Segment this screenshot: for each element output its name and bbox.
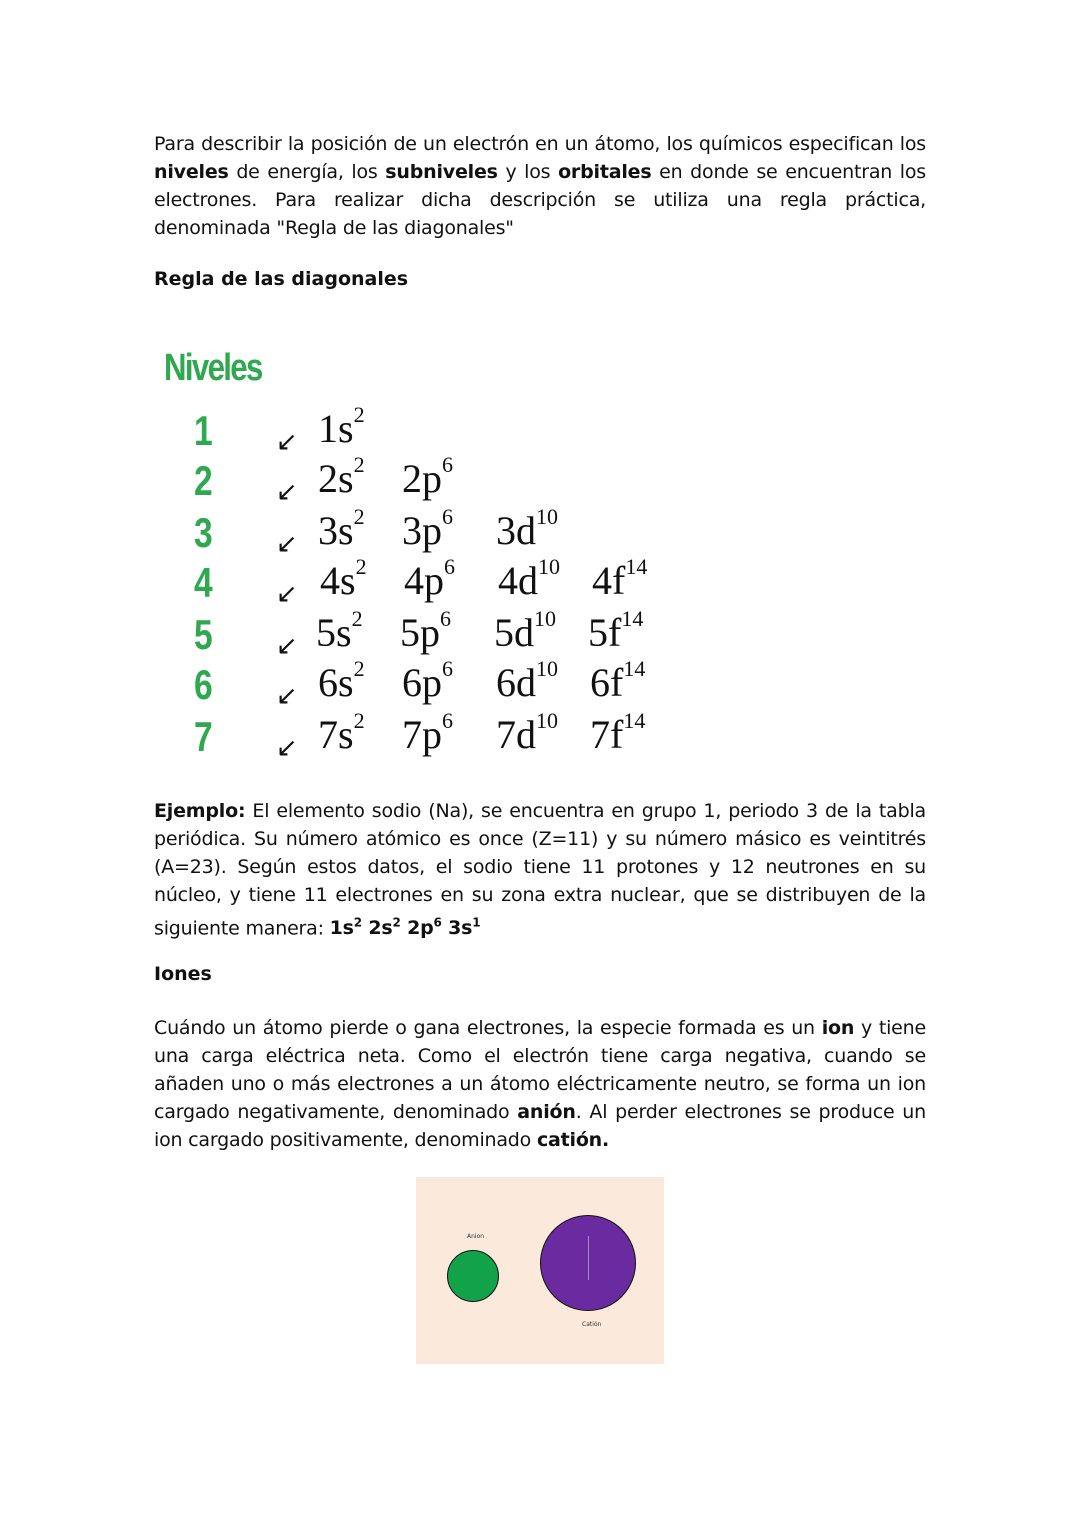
ions-figure (416, 1177, 664, 1364)
orbital-4p: $4p^6$ (404, 553, 455, 603)
config-term: $3s^1$ (441, 916, 481, 940)
intro-paragraph (154, 130, 926, 242)
orbital-2s: $2s^2$ (318, 451, 365, 501)
level-number: 6 (194, 661, 213, 708)
orbital-7p: $7p^6$ (402, 707, 453, 757)
config-term: $2p^6$ (400, 916, 442, 940)
level-number: 2 (194, 457, 213, 504)
orbital-6f: $6f^{14}$ (590, 655, 646, 705)
term-niveles: niveles (154, 161, 229, 183)
intro-text: y los (497, 161, 559, 183)
diagonal-rule-diagram (150, 325, 680, 770)
orbital-5p: $5p^6$ (400, 605, 451, 655)
ions-text: . Al perder electrones se produce un ion cargado positivamente, denominado (154, 1101, 926, 1151)
orbital-2p: $2p^6$ (402, 451, 453, 501)
orbital-5s: $5s^2$ (316, 605, 363, 655)
cation-label: Catión (582, 1321, 602, 1328)
level-number: 1 (194, 407, 213, 454)
cation-circle (540, 1215, 636, 1311)
ions-text: y tiene una carga eléctrica neta. Como el electrón tiene carga negativa, cuando se añaden uno o más electrones a un átomo eléctricamente neutro, se forma un ion cargado negativamente, denominado (154, 1017, 926, 1123)
example-text: El elemento sodio (Na), se encuentra en grupo 1, periodo 3 de la tabla periódica. Su número atómico es once (Z=11) y su número másico es veintitrés (A=23). Según estos datos, el sodio tiene 11 protones y 12 neutrones en su núcleo, y tiene 11 electrones en su zona extra nuclear, que se distribuyen de la siguiente manera: (154, 800, 926, 940)
section-heading-iones: Iones (154, 963, 212, 985)
intro-text: Para describir la posición de un electrón en un átomo, los químicos especifican (154, 133, 894, 155)
orbital-4d: $4d^{10}$ (498, 553, 560, 603)
term-ion: ion (821, 1017, 855, 1039)
example-paragraph (154, 797, 926, 942)
ions-paragraph (154, 1014, 926, 1154)
diagonal-arrow-icon: ↙ (276, 631, 298, 661)
anion-label: Anion (467, 1233, 485, 1240)
diagonal-arrow-icon: ↙ (276, 427, 298, 457)
diagonal-arrow-icon: ↙ (276, 477, 298, 507)
intro-text: los (899, 133, 926, 155)
orbital-7s: $7s^2$ (318, 707, 365, 757)
orbital-6s: $6s^2$ (318, 655, 365, 705)
intro-text: de energía, los (228, 161, 386, 183)
ions-text: Cuándo un átomo pierde o gana electrones, la especie formada es un (154, 1017, 822, 1039)
orbital-3s: $3s^2$ (318, 503, 365, 553)
section-heading-diagonales: Regla de las diagonales (154, 268, 409, 290)
anion-circle (447, 1250, 499, 1302)
level-number: 7 (194, 713, 213, 760)
orbital-3p: $3p^6$ (402, 503, 453, 553)
electron-configuration (330, 917, 481, 939)
niveles-title: Niveles (164, 347, 262, 389)
config-term: $2s^2$ (361, 916, 401, 940)
level-number: 3 (194, 509, 213, 556)
term-anion: anión (517, 1101, 576, 1123)
orbital-4s: $4s^2$ (320, 553, 367, 603)
diagonal-arrow-icon: ↙ (276, 733, 298, 763)
orbital-1s: $1s^2$ (318, 401, 365, 451)
orbital-4f: $4f^{14}$ (592, 553, 648, 603)
term-subniveles: subniveles (385, 161, 498, 183)
orbital-7f: $7f^{14}$ (590, 707, 646, 757)
diagonal-arrow-icon: ↙ (276, 579, 298, 609)
intro-text: en donde se encuentran los electrones. Para realizar dicha descripción se utiliza una regla práctica, denominada "Regla de las diagonales" (154, 161, 927, 239)
config-term: $1s^2$ (329, 916, 362, 940)
level-number: 4 (194, 559, 213, 606)
level-number: 5 (194, 611, 213, 658)
term-orbitales: orbitales (558, 161, 652, 183)
orbital-5f: $5f^{14}$ (588, 605, 644, 655)
orbital-5d: $5d^{10}$ (494, 605, 556, 655)
diagonal-arrow-icon: ↙ (276, 681, 298, 711)
orbital-6p: $6p^6$ (402, 655, 453, 705)
term-cation: catión. (536, 1129, 610, 1151)
orbital-6d: $6d^{10}$ (496, 655, 558, 705)
orbital-3d: $3d^{10}$ (496, 503, 558, 553)
orbital-7d: $7d^{10}$ (496, 707, 558, 757)
example-label: Ejemplo: (154, 800, 246, 822)
diagonal-arrow-icon: ↙ (276, 529, 298, 559)
